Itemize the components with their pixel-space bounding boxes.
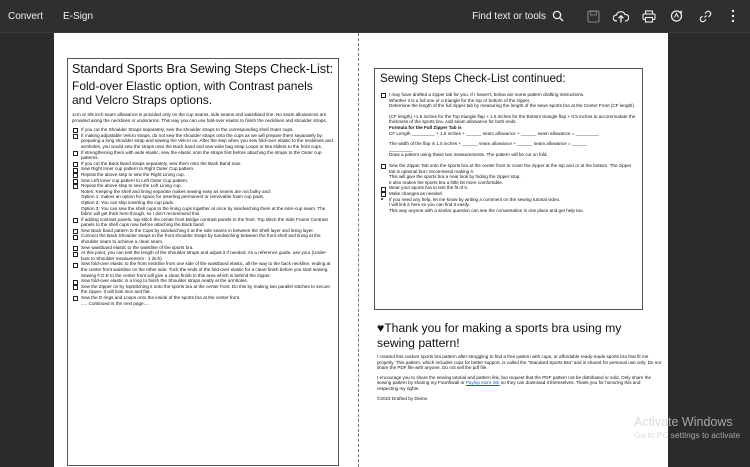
- zipper-tab-text: This will give the sports bra a neat look by hiding the zipper stop.: [389, 174, 521, 180]
- page-subtitle: Fold-over Elastic option, with Contrast panels and Velcro Straps options.: [72, 79, 313, 107]
- note-line: Option 2: You can skip inserting the cup pads.: [81, 199, 175, 205]
- save-icon[interactable]: [584, 7, 602, 25]
- checklist-item: If strengthening them with wide elastic, sew the elastic onto the straps first before attaching the straps to the Outer cup patterns.: [72, 150, 334, 161]
- page-title: Standard Sports Bra Sewing Steps Check-List:: [72, 62, 334, 76]
- checklist-item: If adding contrast panels, top-stitch the center front Bridge contrast panels to the front. Top stitch the Side Frame Contrast panels to the shell cups now before attaching the Back band.: [72, 217, 334, 228]
- checklist-item: Sew Right Inner cup pattern to Right Outer Cup pattern.: [72, 166, 334, 172]
- watermark-line-1: Activate Windows: [634, 415, 733, 429]
- link-icon[interactable]: [696, 7, 714, 25]
- width-text: Draw a pattern using these two measurements. The pattern will be cut on fold.: [389, 152, 548, 158]
- checklist-item: Repeat the above step to sew the Right Lining cup.: [72, 172, 334, 178]
- checklist-item: Make changes as needed.: [380, 191, 637, 197]
- search-icon: [552, 10, 564, 22]
- zipper-tab-text: It also makes the sports bra a little bit more comfortable.: [389, 179, 504, 185]
- checklist-item: At this point, you can test the length of the shoulder straps and adjust it if needed. As a reference guide, use your (Under-bust to Shoulder measurement - 1 inch).: [72, 250, 334, 261]
- help-text: I will link it here so you can find it easily.: [389, 202, 470, 208]
- help-bullet: If you need any help, let me know by writing a comment on the sewing tutorial video.: [380, 197, 637, 203]
- continued-note: ..... Continued in the next page.....: [81, 300, 150, 306]
- note-line: Notes: Keeping the shell and lining separate makes sewing easy as seams are not bulky and:: [81, 188, 271, 194]
- zipper-checklist: [380, 92, 637, 98]
- find-label: Find text or tools: [472, 10, 546, 22]
- checklist-item: Repeat the above step to sew the Left Lining cup.: [72, 183, 334, 189]
- checklist-item: Sew fold-over elastic to the front neckline from one side of the waistband elastic, all the way to the back neckline, ending at the center front waistline on the other side. Tuck the ends of the fold-over elastic for a clean finish before you start sewing. Sewing F.O.E to the center front will give a clean finish to this area which is behind the zipper.: [72, 261, 334, 278]
- esign-button[interactable]: E-Sign: [63, 10, 94, 22]
- page-divider: [358, 33, 359, 467]
- formula-text: (CF length) +1.5 inches for the Top triangle flap + 1.5 inches for the Bottom triangle flap + 0.5 inches to accommodate the thickness of the sports bra. Add seam allowance for both ends.: [389, 113, 636, 125]
- more-options-icon[interactable]: [724, 7, 742, 25]
- final-checklist: [380, 163, 637, 174]
- thank-you-section: [377, 321, 662, 405]
- print-icon[interactable]: [640, 7, 658, 25]
- copyright-text: ©2023 Drafted by Divine.: [377, 395, 429, 401]
- activate-windows-watermark: [634, 415, 740, 441]
- document-viewer[interactable]: [0, 33, 750, 467]
- checklist-item: Sew the Zipper on by topstitching it onto the sports bra at the center front. Do this by making two parallel stitches to secure the zipper. It will look nice and flat.: [72, 284, 334, 295]
- checklist-item: Sew the Zipper Tab onto the sports bra at the center front to cover the zipper at the top and or at the bottom. The zipper tab is optional but I recommend making it.: [380, 163, 637, 174]
- continued-title: Sewing Steps Check-List continued:: [380, 72, 566, 85]
- checklist-item: Sew Back band pattern to the Cups by sandwiching it at the side seams in between the Shell layer and lining layer.: [72, 228, 334, 234]
- note-line: Option 3: You can sew the shell cups to the lining cups together at once by sandwiching them at the inter-cup seam. The fabric will get thick here though, so I don't recommend this.: [81, 205, 326, 217]
- checklist-item: Sew Left Inner cup pattern to Left Outer Cup pattern.: [72, 178, 334, 184]
- checklist-continued-box: [374, 68, 643, 310]
- find-text-tools-button[interactable]: [472, 10, 564, 22]
- note-line: Option 1: makes an option for space for inserting permanent or removable foam cup pads.: [81, 194, 265, 200]
- help-text: This way anyone with a similar question can see the conversation in one place and get help too.: [389, 207, 584, 213]
- thank-you-paragraph: I created this custom sports bra pattern after struggling to find a free pattern with cups, or affordable ready-made sports bra that fit me properly. This pattern, which includes cups for better support, is called the "Standard Sports Bra" and is shared for personal use only. Do not share the PDF file with anyone. Do not sell the pdf file.: [377, 354, 662, 371]
- checklist: [72, 127, 334, 189]
- pdf-page-left: [54, 33, 363, 467]
- width-text: The width of the flap is 1.5 inches + ______ seam allowance + ______ seam allowance = ______: [389, 141, 588, 147]
- watermark-line-2: Go to PC settings to activate: [634, 430, 741, 440]
- ai-assistant-icon[interactable]: [668, 7, 686, 25]
- checklist-item: Wear your sports bra to test the fit of it.: [380, 185, 637, 191]
- formula-label: Formula for the Full Zipper Tab is: [389, 124, 462, 130]
- final-checklist-2: [380, 185, 637, 202]
- intro-paragraph: 1cm or 3/8 inch seam allowance is provided only on the cup seams, side seams and waistband line. No seam allowances are provided along the necklines or underarms. This way you can use fold-over elastic to finish the necklines and shoulder straps.: [72, 112, 328, 123]
- formula-text: CF Length _________ + 1.5 inches + ______ seam allowance + ______ seam allowance = _________: [389, 130, 599, 136]
- checklist-continued: [72, 217, 334, 301]
- top-toolbar: [0, 0, 750, 33]
- thank-you-heading: ♥Thank you for making a sports bra using my sewing pattern!: [377, 321, 622, 350]
- width-text: _________: [389, 146, 412, 152]
- share-paragraph: I encourage you to share the sewing tutorial and pattern link, but request that the PDF pattern not be distributed or sold. Only share the sewing pattern by sharing my Fourthwall or Payhip store link so they can download it themselves. Thank you for honoring this and respecting my rights.: [377, 374, 652, 391]
- checklist-item: If making adjustable Velcro straps, do not sew the shoulder straps onto the cups as we will prepare them separately by: preparing a long shoulder strap and sewing the Velcro on. After the step when you sew fold-over elastic to the necklines and armholes, you would sew the straps onto the Back band and sew wide bag strap Loops or Bra sliders to the front cups.: [72, 133, 334, 150]
- zipper-text: Whether it is a full one or a triangle for the top or bottom of the zipper,: [389, 97, 531, 103]
- checklist-item: Sew fold-over elastic in a loop to finish the Shoulder straps neatly at the armholes.: [72, 278, 334, 284]
- payhip-store-link[interactable]: Payhip store link: [465, 380, 500, 386]
- convert-button[interactable]: Convert: [8, 10, 44, 22]
- checklist-item: Sew waistband elastic to the waistline of the sports bra.: [72, 245, 334, 251]
- upload-icon[interactable]: [612, 7, 630, 25]
- checklist-item: Connect the Back Shoulder straps to the front shoulder straps by sandwiching between the front shell and lining at the shoulder seam to achieve a clean seam.: [72, 233, 334, 244]
- zipper-text: Determine the length of the full zipper tab by measuring the length of the sewn sports bra at the Center Front (CF length).: [389, 103, 636, 109]
- checklist-item: If you cut the Back Band straps separately, sew them onto the Back Band now.: [72, 161, 334, 167]
- pdf-page-right: [363, 33, 668, 467]
- checklist-box: [67, 58, 339, 466]
- checklist-item: Sew the D rings and Loops onto the inside of the sports bra at the center front.: [72, 295, 334, 301]
- checklist-item: If you cut the Shoulder Straps separately, sew the shoulder straps to the corresponding shell Outer cups.: [72, 127, 334, 133]
- checklist-item: I may have drafted a zipper tab for you. If I haven't, below are some pattern drafting instructions.: [380, 92, 637, 98]
